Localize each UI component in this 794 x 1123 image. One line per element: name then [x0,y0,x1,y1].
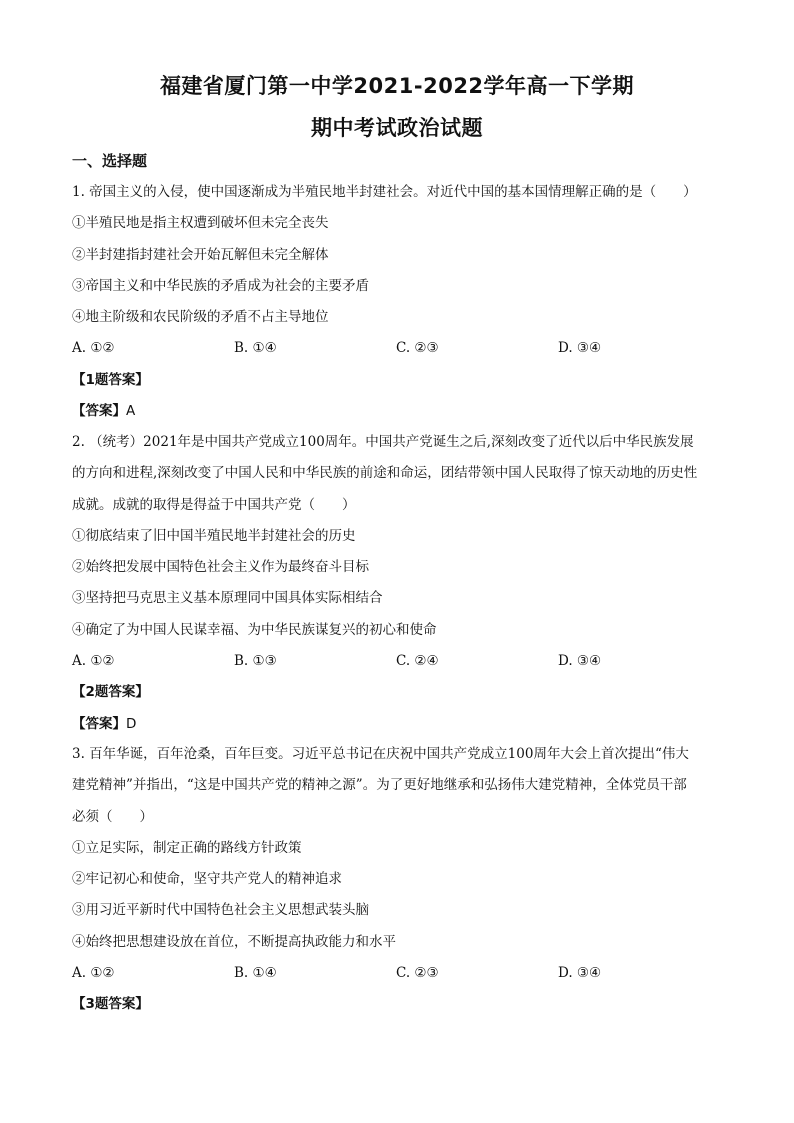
question-stem: 2. （统考）2021年是中国共产党成立100周年。中国共产党诞生之后,深刻改变了近代以后中华民族发展 [72,434,694,450]
answer-options [72,333,726,364]
option-a: A. ①② [72,653,115,670]
statement-item: ③用习近平新时代中国特色社会主义思想武装头脑 [72,902,369,919]
option-a: A. ①② [72,340,115,357]
statement-item: ④始终把思想建设放在首位，不断提高执政能力和水平 [72,933,396,950]
option-c: C. ②③ [396,965,439,982]
answer-options [72,958,726,989]
answer-heading: 【1题答案】 [72,371,149,388]
option-c: C. ②③ [396,340,439,357]
section-heading: 一、选择题 [72,152,148,170]
question-2 [72,427,726,740]
statement-item: ②半封建指封建社会开始瓦解但未完全解体 [72,246,329,263]
option-b: B. ①④ [234,965,277,982]
option-d: D. ③④ [558,653,602,670]
answer-line [72,709,726,740]
question-stem: 成就。成就的取得是得益于中国共产党（ ） [72,496,356,513]
question-stem: 的方向和进程,深刻改变了中国人民和中华民族的前途和命运，团结带领中国人民取得了惊天动地的历史性 [72,465,698,482]
question-3 [72,739,726,1021]
question-1 [72,177,726,427]
option-d: D. ③④ [558,340,602,357]
statement-item: ③坚持把马克思主义基本原理同中国具体实际相结合 [72,590,383,607]
statement-item: ④地主阶级和农民阶级的矛盾不占主导地位 [72,309,329,326]
document-subtitle: 期中考试政治试题 [311,116,483,140]
option-b: B. ①④ [234,340,277,357]
answer-heading: 【2题答案】 [72,684,149,701]
answer-heading: 【3题答案】 [72,996,149,1013]
option-c: C. ②④ [396,653,439,670]
statement-item: ②牢记初心和使命，坚守共产党人的精神追求 [72,871,342,888]
answer-label: 【答案】 [72,403,126,420]
question-stem: 建党精神”并指出，“这是中国共产党的精神之源”。为了更好地继承和弘扬伟大建党精神，全体党员干部 [72,777,687,794]
answer-label: 【答案】 [72,715,126,732]
option-a: A. ①② [72,965,115,982]
option-d: D. ③④ [558,965,602,982]
answer-value: A [126,403,136,420]
document-title: 福建省厦门第一中学2021-2022学年高一下学期 [159,74,635,98]
answer-options [72,646,726,677]
statement-item: ①彻底结束了旧中国半殖民地半封建社会的历史 [72,527,356,544]
statement-item: ①半殖民地是指主权遭到破坏但未完全丧失 [72,215,329,232]
question-stem: 3. 百年华诞，百年沧桑，百年巨变。习近平总书记在庆祝中国共产党成立100周年大会上首次提出“伟大 [72,746,689,762]
statement-item: ①立足实际，制定正确的路线方针政策 [72,839,302,856]
question-stem: 必须（ ） [72,808,153,825]
option-b: B. ①③ [234,653,277,670]
statement-item: ④确定了为中国人民谋幸福、为中华民族谋复兴的初心和使命 [72,621,437,638]
question-stem: 1. 帝国主义的入侵，使中国逐渐成为半殖民地半封建社会。对近代中国的基本国情理解正确的是（ ） [72,184,697,200]
answer-value: D [126,715,137,732]
answer-line [72,396,726,427]
statement-item: ③帝国主义和中华民族的矛盾成为社会的主要矛盾 [72,277,369,294]
statement-item: ②始终把发展中国特色社会主义作为最终奋斗目标 [72,559,369,576]
